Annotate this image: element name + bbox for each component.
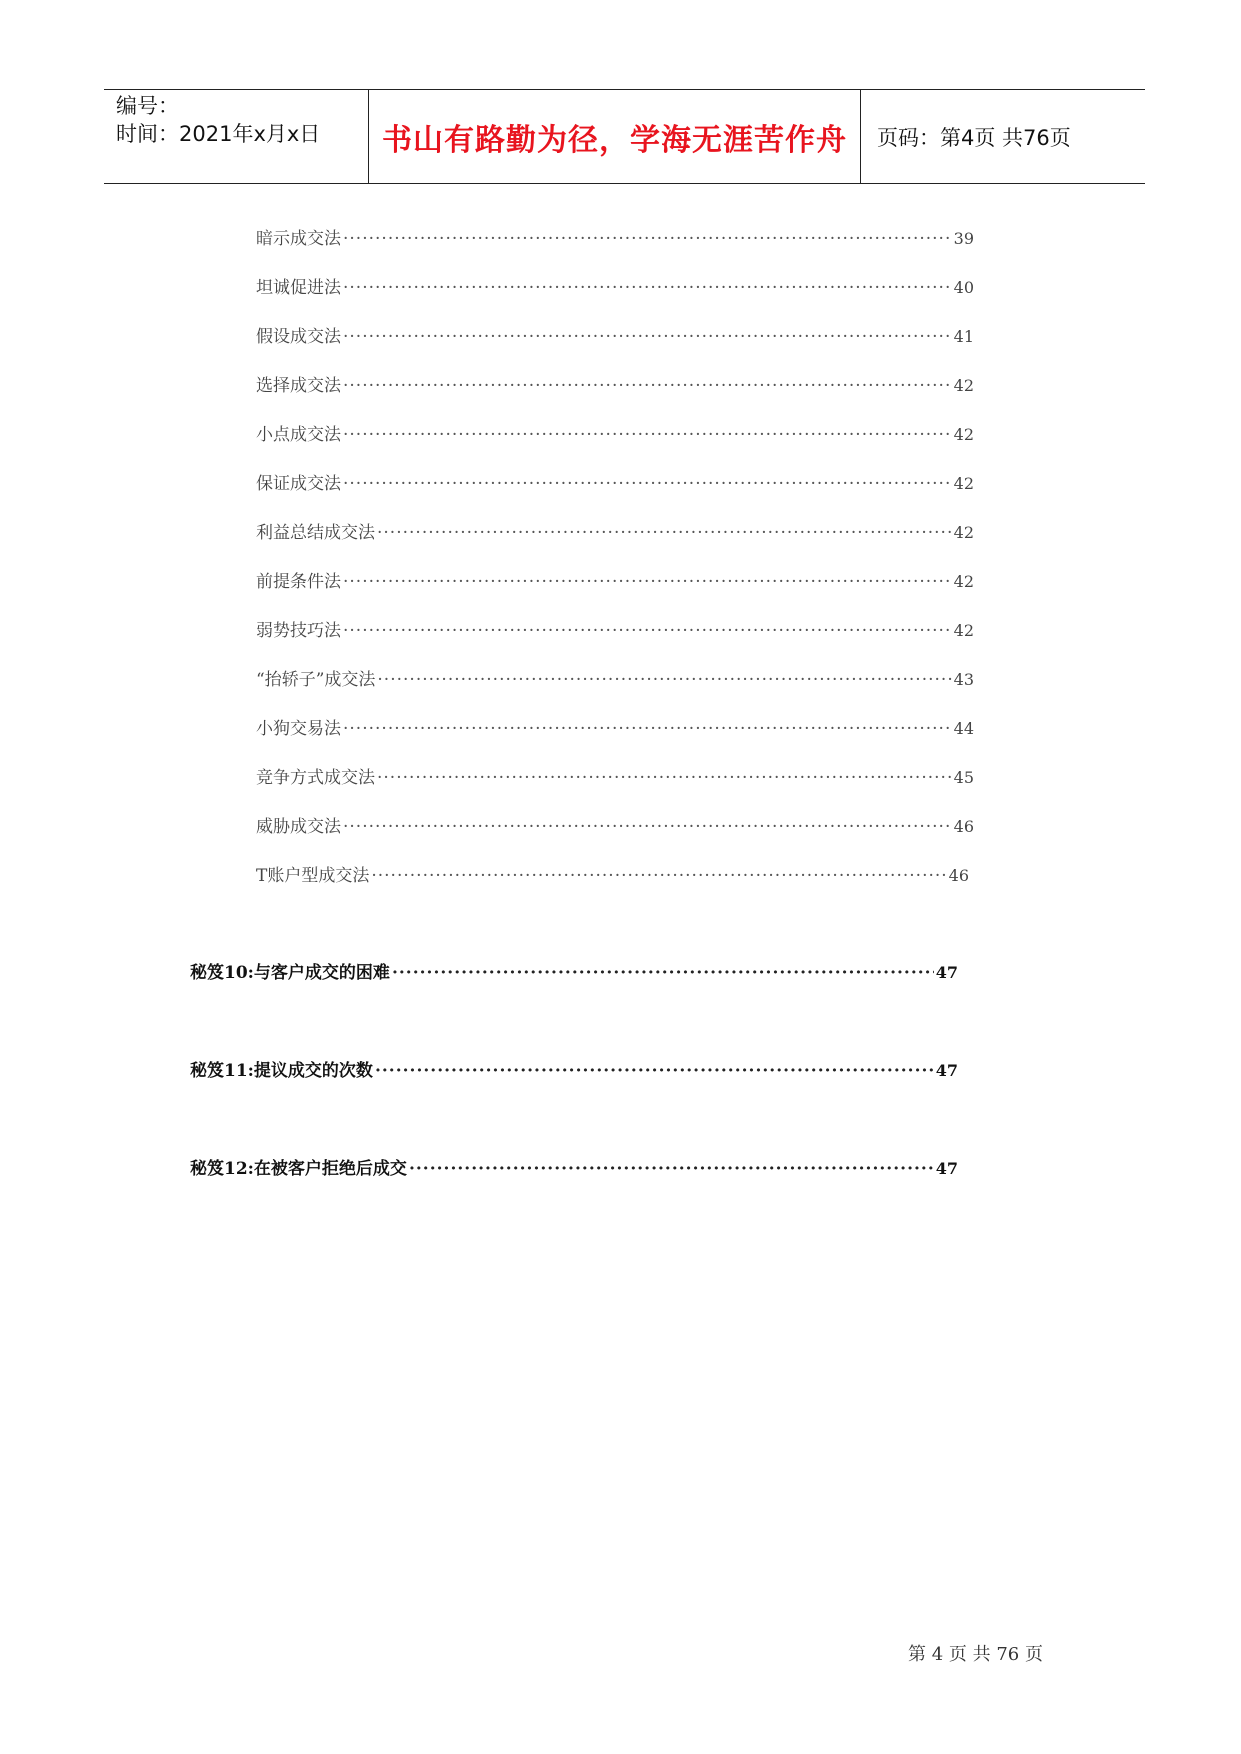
date-line: 时间：2021年x月x日 <box>116 122 321 146</box>
toc-item-title: 弱势技巧法 <box>256 621 341 641</box>
toc-item-title: 秘笈12:在被客户拒绝后成交 <box>190 1159 407 1179</box>
header-motto-cell <box>369 90 861 183</box>
toc-leader <box>377 670 951 690</box>
toc-item-title: 小狗交易法 <box>256 719 341 739</box>
toc-leader <box>343 278 952 298</box>
toc-item-title: 秘笈11:提议成交的次数 <box>190 1061 373 1081</box>
toc-item-page: 47 <box>935 1159 958 1178</box>
toc-item[interactable] <box>256 665 974 690</box>
toc-item-title: 坦诚促进法 <box>256 278 341 298</box>
toc-item-title: 威胁成交法 <box>256 817 341 837</box>
toc-leader <box>343 425 952 445</box>
toc-leader <box>343 376 952 396</box>
toc-item-page: 46 <box>953 817 974 836</box>
toc-item-page: 45 <box>953 768 974 787</box>
toc-item-page: 42 <box>953 523 974 542</box>
toc-item-page: 43 <box>953 670 974 689</box>
toc-leader <box>392 963 934 983</box>
page-header <box>104 89 1145 184</box>
serial-label: 编号： <box>116 94 179 118</box>
toc-item-page: 42 <box>953 621 974 640</box>
toc-item[interactable] <box>256 273 974 298</box>
toc-item-title: T账户型成交法 <box>256 866 370 886</box>
toc-item[interactable] <box>256 469 974 494</box>
toc-leader <box>377 768 952 788</box>
toc-item-page: 47 <box>935 1061 958 1080</box>
toc-leader <box>343 621 952 641</box>
toc-item-page: 41 <box>953 327 974 346</box>
toc-leader <box>343 572 952 592</box>
toc-item[interactable] <box>256 322 974 347</box>
toc-item-page: 42 <box>953 474 974 493</box>
toc-leader <box>343 719 952 739</box>
toc-item-title: 选择成交法 <box>256 376 341 396</box>
toc-item[interactable] <box>256 567 974 592</box>
toc-item[interactable] <box>256 420 974 445</box>
toc-leader <box>409 1159 934 1179</box>
toc-leader <box>343 229 952 249</box>
toc-item[interactable] <box>256 714 974 739</box>
toc-item-title: 前提条件法 <box>256 572 341 592</box>
toc-leader <box>371 866 946 886</box>
toc-item-title: 保证成交法 <box>256 474 341 494</box>
toc-item-title: “抬轿子”成交法 <box>256 670 376 690</box>
toc-leader <box>343 327 952 347</box>
toc-item[interactable] <box>256 616 974 641</box>
toc-item-page: 47 <box>935 963 958 982</box>
header-motto: 书山有路勤为径，学海无涯苦作舟 <box>382 122 847 158</box>
toc-item[interactable] <box>256 763 974 788</box>
toc-item[interactable] <box>256 518 974 543</box>
toc-item-title: 假设成交法 <box>256 327 341 347</box>
toc-item-title: 利益总结成交法 <box>256 523 375 543</box>
toc-item-title: 暗示成交法 <box>256 229 341 249</box>
toc-item[interactable] <box>256 812 974 837</box>
header-page-info: 页码：第4页 共76页 <box>877 125 1071 150</box>
toc-item[interactable] <box>256 371 974 396</box>
toc-major-item[interactable] <box>190 1056 958 1081</box>
toc-item-page: 39 <box>953 229 974 248</box>
toc-item-page: 44 <box>953 719 974 738</box>
toc-item-page: 46 <box>948 866 969 885</box>
toc-leader <box>377 523 952 543</box>
page-footer: 第 4 页 共 76 页 <box>908 1644 1043 1665</box>
toc-item-title: 秘笈10:与客户成交的困难 <box>190 963 390 983</box>
toc-item-page: 42 <box>953 425 974 444</box>
toc-item[interactable] <box>256 861 969 886</box>
toc-major-item[interactable] <box>190 1154 958 1179</box>
toc-leader <box>343 474 952 494</box>
toc-item-page: 42 <box>953 572 974 591</box>
header-page-cell <box>861 90 1145 183</box>
toc-item[interactable] <box>256 224 974 249</box>
header-meta-cell <box>104 90 369 183</box>
toc-item-page: 40 <box>953 278 974 297</box>
toc-leader <box>375 1061 934 1081</box>
toc-item-title: 小点成交法 <box>256 425 341 445</box>
toc-item-page: 42 <box>953 376 974 395</box>
toc-leader <box>343 817 952 837</box>
toc-item-title: 竞争方式成交法 <box>256 768 375 788</box>
toc-major-item[interactable] <box>190 958 958 983</box>
